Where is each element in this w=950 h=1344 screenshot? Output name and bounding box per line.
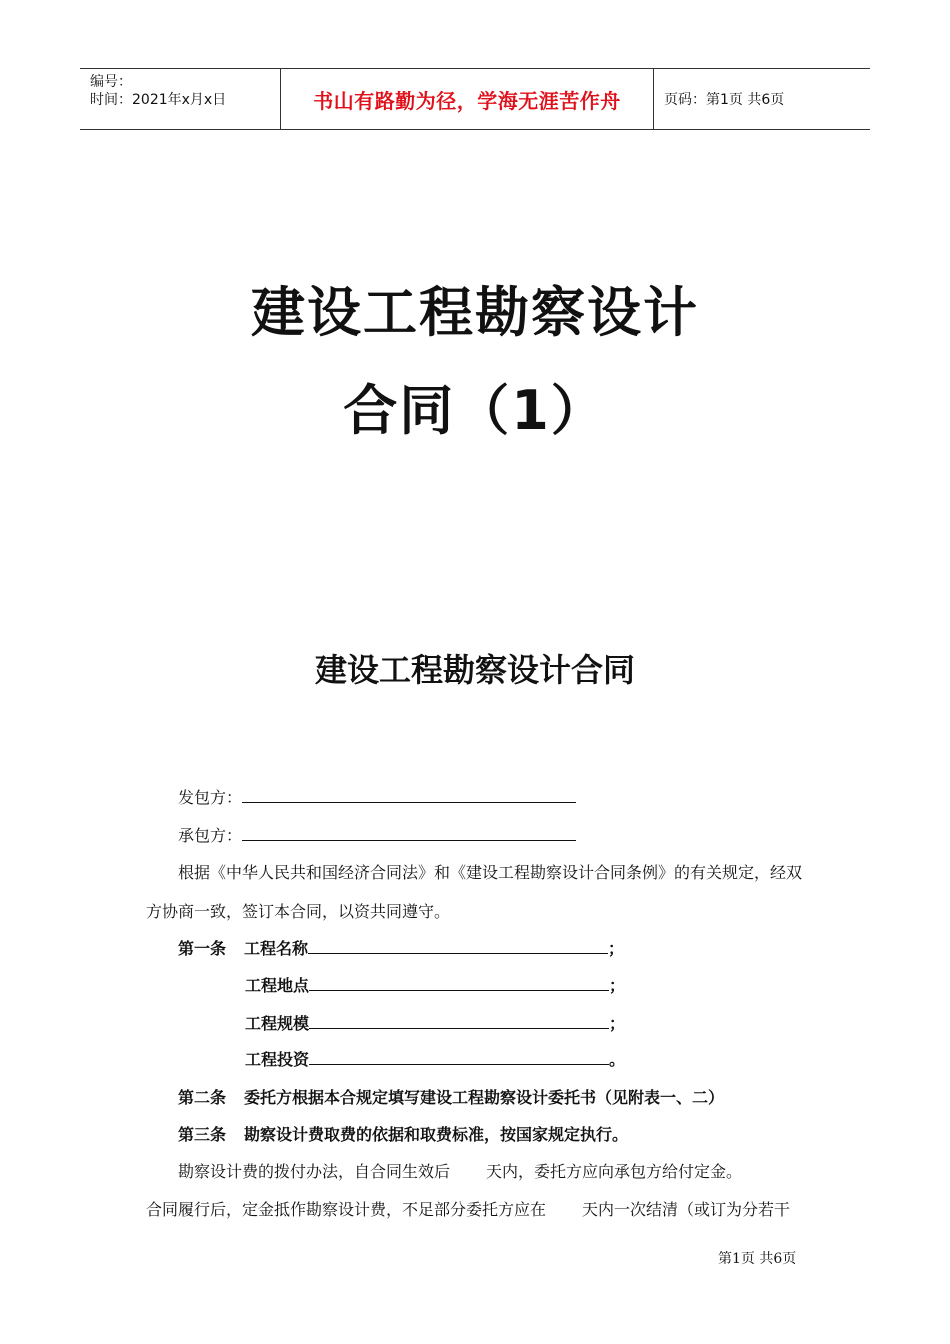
payment-line1 [178,1159,742,1182]
header-motto: 书山有路勤为径，学海无涯苦作舟 [281,69,654,129]
article-1-investment-line [245,1047,625,1070]
contract-subtitle: 建设工程勘察设计合同 [314,651,635,689]
project-location-label: 工程地点 [245,976,310,995]
party-b-label: 承包方： [178,826,243,845]
article-2-line [178,1085,724,1108]
article-2-text: 委托方根据本合规定填写建设工程勘察设计委托书（见附表一、二） [244,1088,725,1107]
period: 。 [609,1050,626,1069]
document-title-line1: 建设工程勘察设计 [251,281,699,344]
article-3-line [178,1122,628,1145]
article-1-scale-line [245,1011,625,1034]
article-1-label: 第一条 [178,939,227,958]
header-meta-cell [80,69,281,129]
project-scale-blank [309,1014,609,1029]
project-name-label: 工程名称 [244,939,309,958]
party-a-blank [242,788,576,803]
payment-line2-part-a: 合同履行后，定金抵作勘察设计费，不足部分委托方应在 [146,1200,547,1219]
page-footer: 第1页 共6页 [718,1251,797,1267]
intro-paragraph-line2: 方协商一致，签订本合同，以资共同遵守。 [146,902,451,921]
header-page-info: 页码：第1页 共6页 [664,92,785,108]
article-1-location-line [245,973,625,996]
semicolon: ； [609,1014,626,1033]
project-location-blank [309,976,609,991]
intro-paragraph-line1: 根据《中华人民共和国经济合同法》和《建设工程勘察设计合同条例》的有关规定，经双 [178,863,803,882]
party-a-label: 发包方： [178,788,243,807]
payment-line1-part-a: 勘察设计费的拨付办法，自合同生效后 [178,1162,451,1181]
article-1-name-line [178,936,624,959]
document-title-line2: 合同（1） [343,379,607,442]
article-2-label: 第二条 [178,1088,227,1107]
page-header [80,68,870,130]
payment-line2-part-b: 天内一次结清（或订为分若干 [582,1200,791,1219]
semicolon: ； [608,939,625,958]
article-3-label: 第三条 [178,1125,227,1144]
party-a-line [178,785,576,808]
party-b-blank [242,826,576,841]
payment-line1-part-b: 天内，委托方应向承包方给付定金。 [486,1162,743,1181]
project-name-blank [308,939,608,954]
project-investment-blank [309,1050,609,1065]
article-3-text: 勘察设计费取费的依据和取费标准，按国家规定执行。 [244,1125,629,1144]
payment-line2 [146,1197,790,1220]
project-scale-label: 工程规模 [245,1014,310,1033]
project-investment-label: 工程投资 [245,1050,310,1069]
party-b-line [178,823,576,846]
semicolon: ； [609,976,626,995]
number-label: 编号： [90,74,132,90]
time-label: 时间：2021年x月x日 [90,92,227,108]
